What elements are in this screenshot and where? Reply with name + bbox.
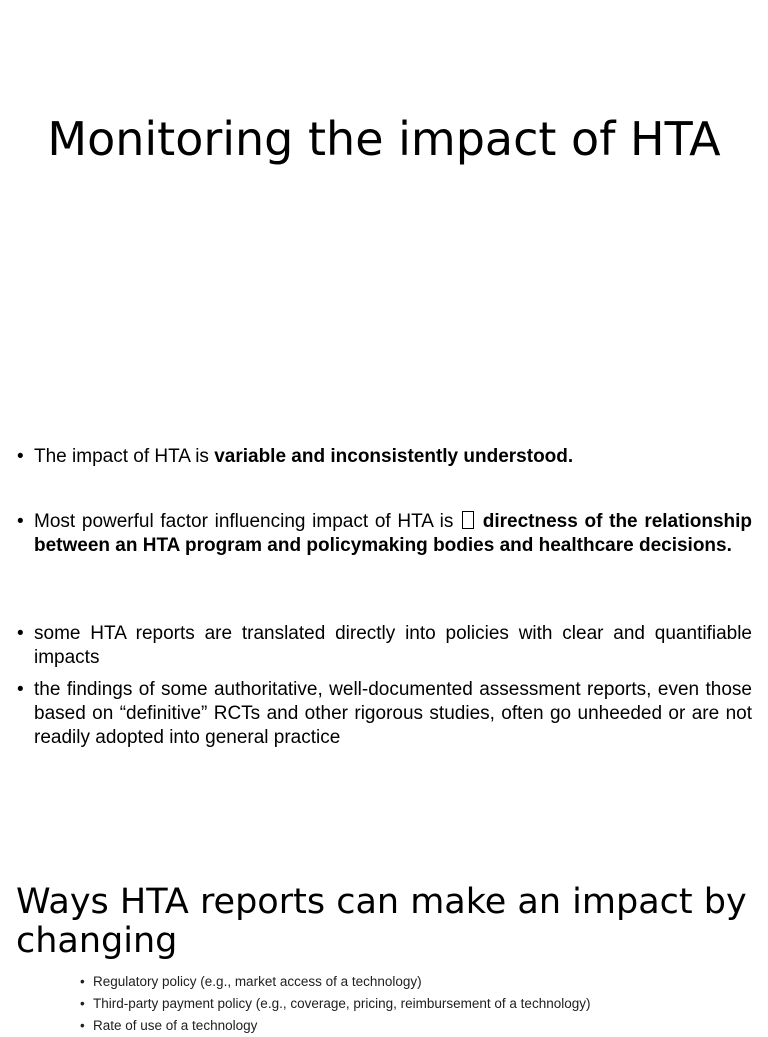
bullet-text: the findings of some authoritative, well-documented assessment reports, even those based on “definitive” RCTs and other rigorous studies, often go unheeded or are not readily adopted into general practice xyxy=(34,679,752,748)
impact-bullets-1 xyxy=(16,445,752,469)
list-item xyxy=(80,1015,590,1037)
ways-title: Ways HTA reports can make an impact by changing xyxy=(16,882,747,961)
missing-glyph-icon xyxy=(462,511,474,529)
bullet-dot: • xyxy=(17,623,24,644)
bullet-dot: • xyxy=(80,1018,85,1033)
list-item xyxy=(16,678,752,750)
bullet-dot: • xyxy=(17,446,24,467)
list-item-text: Regulatory policy (e.g., market access of a technology) xyxy=(93,974,422,989)
list-item xyxy=(80,971,590,993)
list-item xyxy=(16,445,752,469)
impact-bullets-2 xyxy=(16,510,752,558)
bullet-dot: • xyxy=(17,511,24,532)
list-item xyxy=(16,622,752,670)
slide-title: Monitoring the impact of HTA xyxy=(47,112,721,166)
bullet-dot: • xyxy=(80,974,85,989)
list-item xyxy=(16,510,752,558)
list-item-text: Rate of use of a technology xyxy=(93,1018,258,1033)
bullet-dot: • xyxy=(80,996,85,1011)
list-item xyxy=(80,993,590,1015)
bullet-text: Most powerful factor influencing impact of HTA is xyxy=(34,511,461,532)
bullet-bold-text: variable and inconsistently understood. xyxy=(214,446,574,467)
bullet-dot: • xyxy=(17,679,24,700)
bullet-text: The impact of HTA is xyxy=(34,446,215,467)
list-item-text: Third-party payment policy (e.g., coverage, pricing, reimbursement of a technology) xyxy=(93,996,591,1011)
impact-bullets-3 xyxy=(16,622,752,750)
ways-list xyxy=(80,971,590,1037)
bullet-bold-text: directness of the relationship between an HTA program and policymaking bodies and healthcare decisions. xyxy=(34,511,752,556)
bullet-text: some HTA reports are translated directly into policies with clear and quantifiable impacts xyxy=(34,623,752,668)
